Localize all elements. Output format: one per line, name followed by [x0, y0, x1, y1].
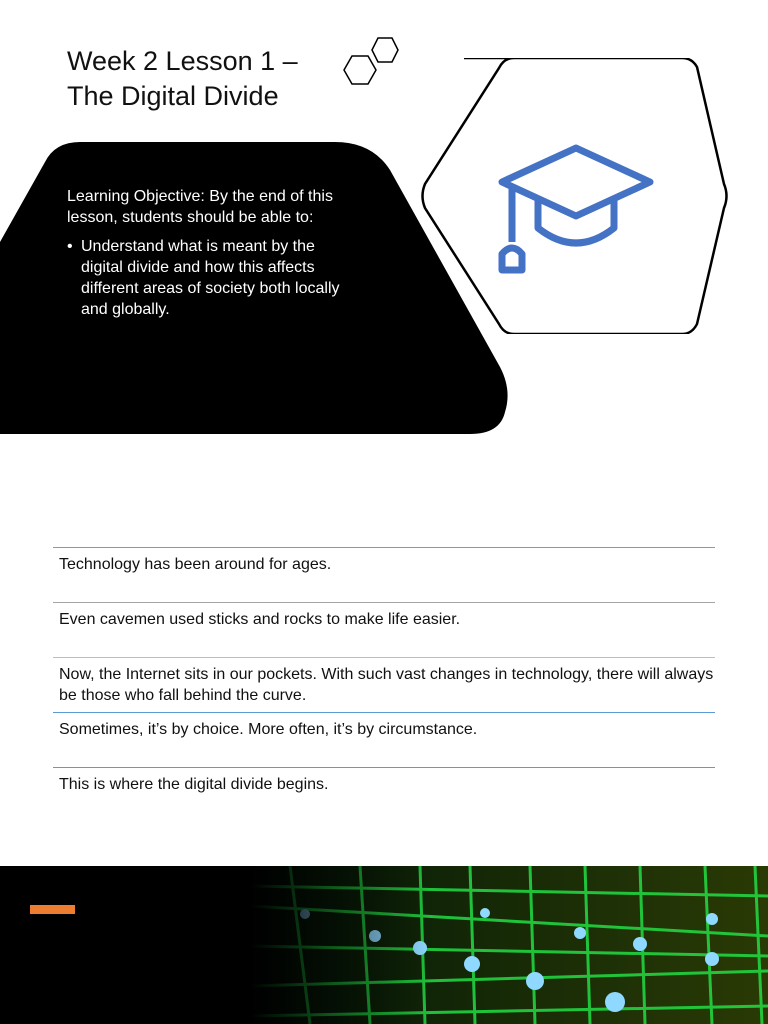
lesson-title-line1: Week 2 Lesson 1 – [67, 46, 298, 76]
footer-banner [0, 866, 768, 1024]
statement-item-4: Sometimes, it’s by choice. More often, it’s by circumstance. [53, 712, 715, 767]
icon-hexagon-frame [420, 58, 732, 334]
statement-item-1: Technology has been around for ages. [53, 547, 715, 602]
hexagon-pair-icon [330, 32, 410, 92]
statement-list [53, 547, 715, 822]
objective-heading: Learning Objective: By the end of this lesson, students should be able to: [67, 188, 333, 226]
objective-list [67, 236, 357, 320]
learning-objective [67, 186, 357, 320]
statement-item-3: Now, the Internet sits in our pockets. With such vast changes in technology, there will always be those who fall behind the curve. [53, 657, 715, 712]
statement-item-5: This is where the digital divide begins. [53, 767, 715, 822]
statement-item-2: Even cavemen used sticks and rocks to make life easier. [53, 602, 715, 657]
lesson-title [67, 44, 298, 114]
lesson-title-line2: The Digital Divide [67, 81, 279, 111]
objective-bullet: • Understand what is meant by the digital divide and how this affects different areas of society both locally and globally. [81, 236, 357, 320]
network-grid-image [250, 866, 768, 1024]
accent-bar [30, 905, 75, 914]
